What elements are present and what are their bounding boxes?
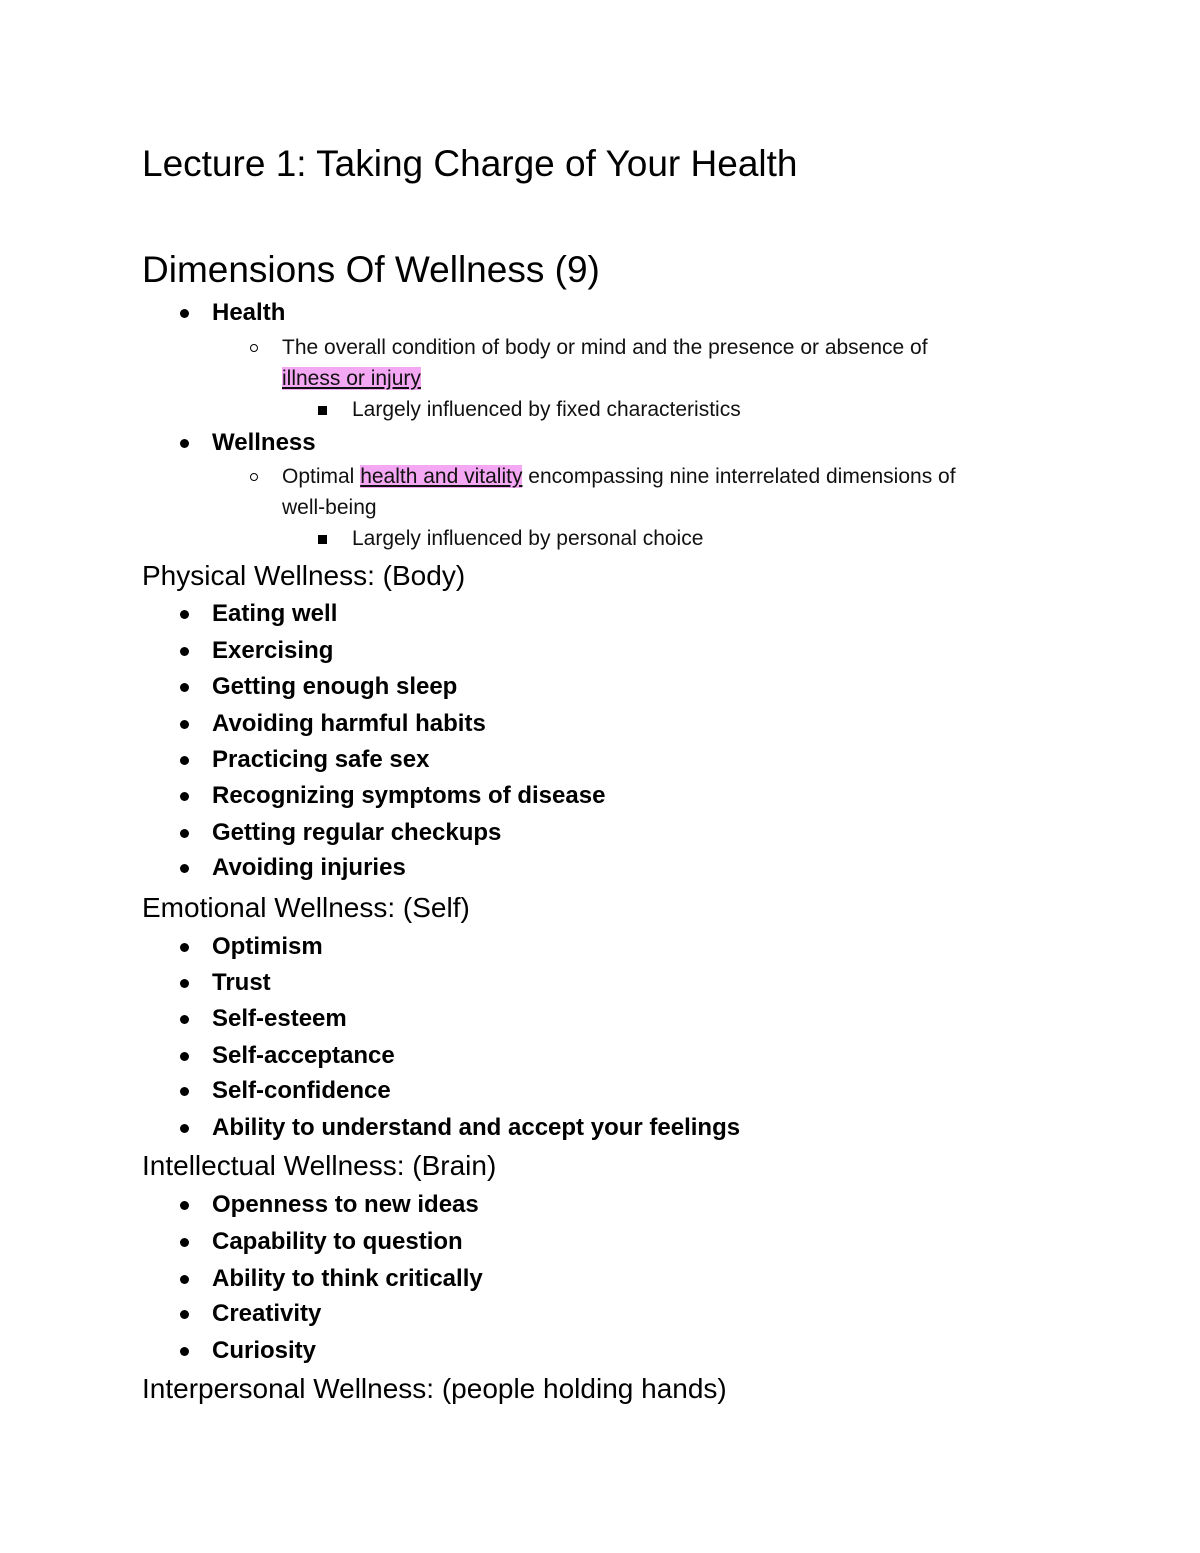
health-label: Health <box>212 299 286 326</box>
bullet-dot-icon <box>180 647 189 656</box>
health-definition-line2 <box>282 368 421 389</box>
interpersonal-heading: Interpersonal Wellness: (people holding hands) <box>142 1373 727 1404</box>
wellness-highlight: health and vitality <box>360 465 523 488</box>
bullet-dot-icon <box>180 829 189 838</box>
wellness-definition-line1 <box>282 466 956 487</box>
list-item: Creativity <box>212 1300 322 1327</box>
list-item: Eating well <box>212 600 338 627</box>
bullet-dot-icon <box>180 1275 189 1284</box>
list-item: Curiosity <box>212 1337 317 1364</box>
bullet-dot-icon <box>180 1015 189 1024</box>
health-highlight: illness or injury <box>282 367 421 390</box>
list-item: Ability to understand and accept your feelings <box>212 1114 741 1141</box>
wellness-label: Wellness <box>212 429 316 456</box>
bullet-dot-icon <box>180 610 189 619</box>
bullet-dot-icon <box>180 1124 189 1133</box>
list-item: Self-acceptance <box>212 1042 395 1069</box>
bullet-dot-icon <box>180 979 189 988</box>
bullet-dot-icon <box>180 943 189 952</box>
list-item: Ability to think critically <box>212 1265 483 1292</box>
dimensions-heading: Dimensions Of Wellness (9) <box>142 249 600 290</box>
wellness-note: Largely influenced by personal choice <box>352 527 704 550</box>
bullet-dot-icon <box>180 1201 189 1210</box>
bullet-dot-icon <box>180 1052 189 1061</box>
physical-heading: Physical Wellness: (Body) <box>142 560 466 591</box>
bullet-dot-icon <box>180 1347 189 1356</box>
wellness-definition-line2: well-being <box>282 496 377 519</box>
emotional-heading: Emotional Wellness: (Self) <box>142 892 470 923</box>
list-item: Optimism <box>212 933 323 960</box>
list-item: Capability to question <box>212 1228 463 1255</box>
square-bullet-icon <box>318 535 327 544</box>
square-bullet-icon <box>318 406 327 415</box>
health-definition-line1: The overall condition of body or mind and the presence or absence of <box>282 336 928 359</box>
list-item: Recognizing symptoms of disease <box>212 782 606 809</box>
list-item: Practicing safe sex <box>212 746 430 773</box>
list-item: Openness to new ideas <box>212 1191 479 1218</box>
list-item: Self-confidence <box>212 1077 391 1104</box>
bullet-dot-icon <box>180 1310 189 1319</box>
document-title: Lecture 1: Taking Charge of Your Health <box>142 143 798 184</box>
bullet-dot-icon <box>180 439 189 448</box>
hollow-bullet-icon <box>250 473 258 481</box>
list-item: Avoiding harmful habits <box>212 710 486 737</box>
bullet-dot-icon <box>180 864 189 873</box>
bullet-dot-icon <box>180 1087 189 1096</box>
wellness-def-post: encompassing nine interrelated dimensions of <box>522 465 956 488</box>
intellectual-heading: Intellectual Wellness: (Brain) <box>142 1150 497 1181</box>
list-item: Getting regular checkups <box>212 819 502 846</box>
health-note: Largely influenced by fixed characteristics <box>352 398 741 421</box>
list-item: Getting enough sleep <box>212 673 458 700</box>
hollow-bullet-icon <box>250 344 258 352</box>
list-item: Avoiding injuries <box>212 854 406 881</box>
bullet-dot-icon <box>180 683 189 692</box>
list-item: Trust <box>212 969 271 996</box>
bullet-dot-icon <box>180 1238 189 1247</box>
bullet-dot-icon <box>180 756 189 765</box>
wellness-def-pre: Optimal <box>282 465 361 488</box>
bullet-dot-icon <box>180 792 189 801</box>
bullet-dot-icon <box>180 309 189 318</box>
list-item: Self-esteem <box>212 1005 347 1032</box>
bullet-dot-icon <box>180 720 189 729</box>
list-item: Exercising <box>212 637 334 664</box>
